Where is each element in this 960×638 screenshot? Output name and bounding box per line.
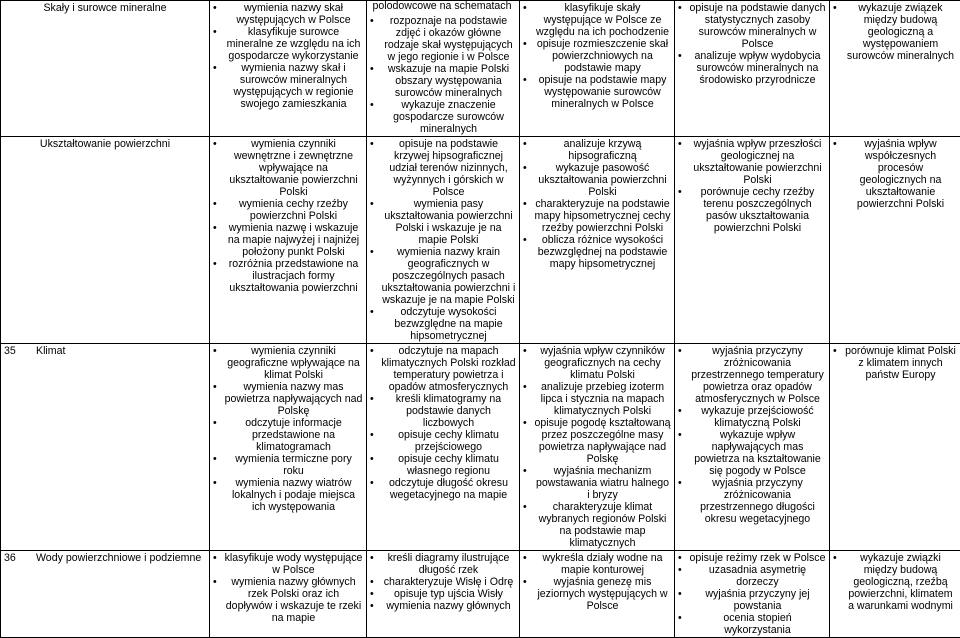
requirements-cell-c1 bbox=[210, 344, 367, 551]
requirements-cell-c2 bbox=[367, 344, 520, 551]
requirements-list bbox=[678, 345, 826, 525]
requirements-list bbox=[833, 552, 957, 612]
table-row bbox=[1, 551, 960, 638]
list-item: • opisuje na podstawie danych statystycznych zasoby surowców mineralnych w Polsce bbox=[678, 2, 826, 50]
list-item: • wymienia czynniki wewnętrzne i zewnętrzne wpływające na ukształtowanie powierzchni Polski bbox=[213, 138, 363, 198]
list-item: • wykazuje związki między budową geologiczną, rzeźbą powierzchni, klimatem a warunkami wodnymi bbox=[833, 552, 957, 612]
list-item: • wymienia nazwy głównych bbox=[370, 600, 516, 612]
list-item: • wymienia czynniki geograficzne wpływające na klimat Polski bbox=[213, 345, 363, 381]
requirements-list bbox=[678, 2, 826, 86]
list-item: • wykazuje znaczenie gospodarcze surowców mineralnych bbox=[370, 99, 516, 135]
list-item: • charakteryzuje Wisłę i Odrę bbox=[370, 576, 516, 588]
list-item: • kreśli diagramy ilustrujące długość rzek bbox=[370, 552, 516, 576]
list-item: • odczytuje wysokości bezwzględne na mapie hipsometrycznej bbox=[370, 306, 516, 342]
list-item: • charakteryzuje na podstawie mapy hipsometrycznej cechy rzeźby powierzchni Polski bbox=[523, 198, 671, 234]
requirements-cell-c4 bbox=[675, 137, 830, 344]
requirements-list bbox=[370, 138, 516, 342]
requirements-list bbox=[370, 15, 516, 135]
requirements-cell-c5 bbox=[830, 137, 960, 344]
list-item: • wymienia nazwy skał i surowców mineralnych występujących w regionie swojego zamieszkania bbox=[213, 62, 363, 110]
list-item: • wyjaśnia przyczyny jej powstania bbox=[678, 588, 826, 612]
list-item: • opisuje rozmieszczenie skał powierzchniowych na podstawie mapy bbox=[523, 38, 671, 74]
list-item: • wyjaśnia mechanizm powstawania wiatru halnego i bryzy bbox=[523, 465, 671, 501]
topic-label: Ukształtowanie powierzchni bbox=[40, 138, 170, 150]
list-item: • wyjaśnia wpływ przeszłości geologicznej na ukształtowanie powierzchni Polski bbox=[678, 138, 826, 186]
table-row bbox=[1, 137, 960, 344]
list-item: • porównuje cechy rzeźby terenu poszczególnych pasów ukształtowania powierzchni Polski bbox=[678, 186, 826, 234]
list-item: • opisuje cechy klimatu własnego regionu bbox=[370, 453, 516, 477]
requirements-cell-c3 bbox=[520, 137, 675, 344]
list-item: • opisuje na podstawie krzywej hipsograficznej udział terenów nizinnych, wyżynnych i górskich w Polsce bbox=[370, 138, 516, 198]
list-item: • uzasadnia asymetrię dorzeczy bbox=[678, 564, 826, 588]
list-item: • odczytuje informacje przedstawione na klimatogramach bbox=[213, 417, 363, 453]
list-item: • rozpoznaje na podstawie zdjęć i okazów główne rodzaje skał występujących w jego regionie i w Polsce bbox=[370, 15, 516, 63]
list-item: • wymienia nazwę i wskazuje na mapie najwyżej i najniżej położony punkt Polski bbox=[213, 222, 363, 258]
list-item: • wymienia cechy rzeźby powierzchni Polski bbox=[213, 198, 363, 222]
list-item: • wskazuje na mapie Polski obszary występowania surowców mineralnych bbox=[370, 63, 516, 99]
list-item: • kreśli klimatogramy na podstawie danych liczbowych bbox=[370, 393, 516, 429]
requirements-cell-c3 bbox=[520, 1, 675, 137]
list-item: • wymienia nazwy mas powietrza napływających nad Polskę bbox=[213, 381, 363, 417]
list-item: • opisuje pogodę kształtowaną przez poszczególne masy powietrza napływające nad Polskę bbox=[523, 417, 671, 465]
list-item: • analizuje krzywą hipsograficzną bbox=[523, 138, 671, 162]
requirements-list bbox=[213, 552, 363, 624]
requirements-list bbox=[833, 345, 957, 381]
lesson-number: 36 bbox=[4, 552, 36, 564]
requirements-list bbox=[833, 138, 957, 210]
list-item: • wyjaśnia wpływ czynników geograficznych na cechy klimatu Polski bbox=[523, 345, 671, 381]
requirements-cell-c1 bbox=[210, 1, 367, 137]
requirements-cell-c2 bbox=[367, 551, 520, 638]
requirements-cell-c5 bbox=[830, 1, 960, 137]
requirements-cell-c3 bbox=[520, 344, 675, 551]
list-item: • ocenia stopień wykorzystania bbox=[678, 612, 826, 636]
list-item: • wymienia pasy ukształtowania powierzchni Polski i wskazuje je na mapie Polski bbox=[370, 198, 516, 246]
list-item: • wykazuje przejściowość klimatyczną Polski bbox=[678, 405, 826, 429]
list-item: • klasyfikuje skały występujące w Polsce ze względu na ich pochodzenie bbox=[523, 2, 671, 38]
list-item: • opisuje na podstawie mapy występowanie surowców mineralnych w Polsce bbox=[523, 74, 671, 110]
requirements-list bbox=[523, 552, 671, 612]
table-row bbox=[1, 1, 960, 137]
requirements-list bbox=[523, 2, 671, 110]
list-item: • wymienia nazwy wiatrów lokalnych i podaje miejsca ich występowania bbox=[213, 477, 363, 513]
list-item: • opisuje typ ujścia Wisły bbox=[370, 588, 516, 600]
list-item: • wykreśla działy wodne na mapie konturowej bbox=[523, 552, 671, 576]
table-body bbox=[1, 1, 960, 638]
lesson-number: 35 bbox=[4, 345, 36, 357]
list-item: • wykazuje związek między budową geologiczną a występowaniem surowców mineralnych bbox=[833, 2, 957, 62]
requirements-cell-c3 bbox=[520, 551, 675, 638]
list-item: • opisuje reżimy rzek w Polsce bbox=[678, 552, 826, 564]
requirements-list bbox=[213, 345, 363, 513]
requirements-cell-c4 bbox=[675, 1, 830, 137]
list-item: • wyjaśnia przyczyny zróżnicowania przestrzennego temperatury powietrza oraz opadów atmosferycznych w Polsce bbox=[678, 345, 826, 405]
requirements-cell-c4 bbox=[675, 551, 830, 638]
list-item: • wymienia nazwy skał występujących w Polsce bbox=[213, 2, 363, 26]
requirements-cell-c2 bbox=[367, 137, 520, 344]
list-item: • odczytuje długość okresu wegetacyjnego na mapie bbox=[370, 477, 516, 501]
topic-cell bbox=[1, 551, 210, 638]
list-item: • klasyfikuje wody występujące w Polsce bbox=[213, 552, 363, 576]
list-item: • odczytuje na mapach klimatycznych Polski rozkład temperatury powietrza i opadów atmosferycznych bbox=[370, 345, 516, 393]
topic-label: Klimat bbox=[36, 345, 65, 357]
topic-cell bbox=[1, 344, 210, 551]
list-item: • opisuje cechy klimatu przejściowego bbox=[370, 429, 516, 453]
row-spill-text: polodowcowe na schematach bbox=[367, 0, 517, 13]
requirements-list bbox=[523, 138, 671, 270]
list-item: • analizuje przebieg izoterm lipca i stycznia na mapach klimatycznych Polski bbox=[523, 381, 671, 417]
requirements-list bbox=[678, 552, 826, 636]
topic-cell bbox=[1, 137, 210, 344]
list-item: • wykazuje wpływ napływających mas powietrza na kształtowanie się pogody w Polsce bbox=[678, 429, 826, 477]
list-item: • rozróżnia przedstawione na ilustracjach formy ukształtowania powierzchni bbox=[213, 258, 363, 294]
requirements-cell-c5 bbox=[830, 551, 960, 638]
list-item: • wymienia termiczne pory roku bbox=[213, 453, 363, 477]
list-item: • wyjaśnia przyczyny zróżnicowania przestrzennego długości okresu wegetacyjnego bbox=[678, 477, 826, 525]
list-item: • charakteryzuje klimat wybranych regionów Polski na podstawie map klimatycznych bbox=[523, 501, 671, 549]
list-item: • porównuje klimat Polski z klimatem innych państw Europy bbox=[833, 345, 957, 381]
requirements-list bbox=[370, 345, 516, 501]
list-item: • wyjaśnia wpływ współczesnych procesów geologicznych na ukształtowanie powierzchni Polski bbox=[833, 138, 957, 210]
requirements-cell-c5 bbox=[830, 344, 960, 551]
requirements-list bbox=[678, 138, 826, 234]
requirements-cell-c4 bbox=[675, 344, 830, 551]
list-item: • wyjaśnia genezę mis jeziornych występujących w Polsce bbox=[523, 576, 671, 612]
topic-label: Skały i surowce mineralne bbox=[43, 2, 166, 14]
list-item: • wymienia nazwy głównych rzek Polski oraz ich dopływów i wskazuje te rzeki na mapie bbox=[213, 576, 363, 624]
table-row bbox=[1, 344, 960, 551]
topic-label: Wody powierzchniowe i podziemne bbox=[36, 552, 201, 564]
requirements-cell-c2 bbox=[367, 1, 520, 137]
list-item: • wymienia nazwy krain geograficznych w poszczególnych pasach ukształtowania powierzchni i wskazuje je na mapie Polski bbox=[370, 246, 516, 306]
list-item: • analizuje wpływ wydobycia surowców mineralnych na środowisko przyrodnicze bbox=[678, 50, 826, 86]
list-item: • oblicza różnice wysokości bezwzględnej na podstawie mapy hipsometrycznej bbox=[523, 234, 671, 270]
requirements-list bbox=[370, 552, 516, 612]
requirements-list bbox=[523, 345, 671, 549]
requirements-cell-c1 bbox=[210, 137, 367, 344]
requirements-list bbox=[833, 2, 957, 62]
list-item: • wykazuje pasowość ukształtowania powierzchni Polski bbox=[523, 162, 671, 198]
requirements-list bbox=[213, 2, 363, 110]
list-item: • klasyfikuje surowce mineralne ze względu na ich gospodarcze wykorzystanie bbox=[213, 26, 363, 62]
requirements-cell-c1 bbox=[210, 551, 367, 638]
topic-cell bbox=[1, 1, 210, 137]
requirements-list bbox=[213, 138, 363, 294]
